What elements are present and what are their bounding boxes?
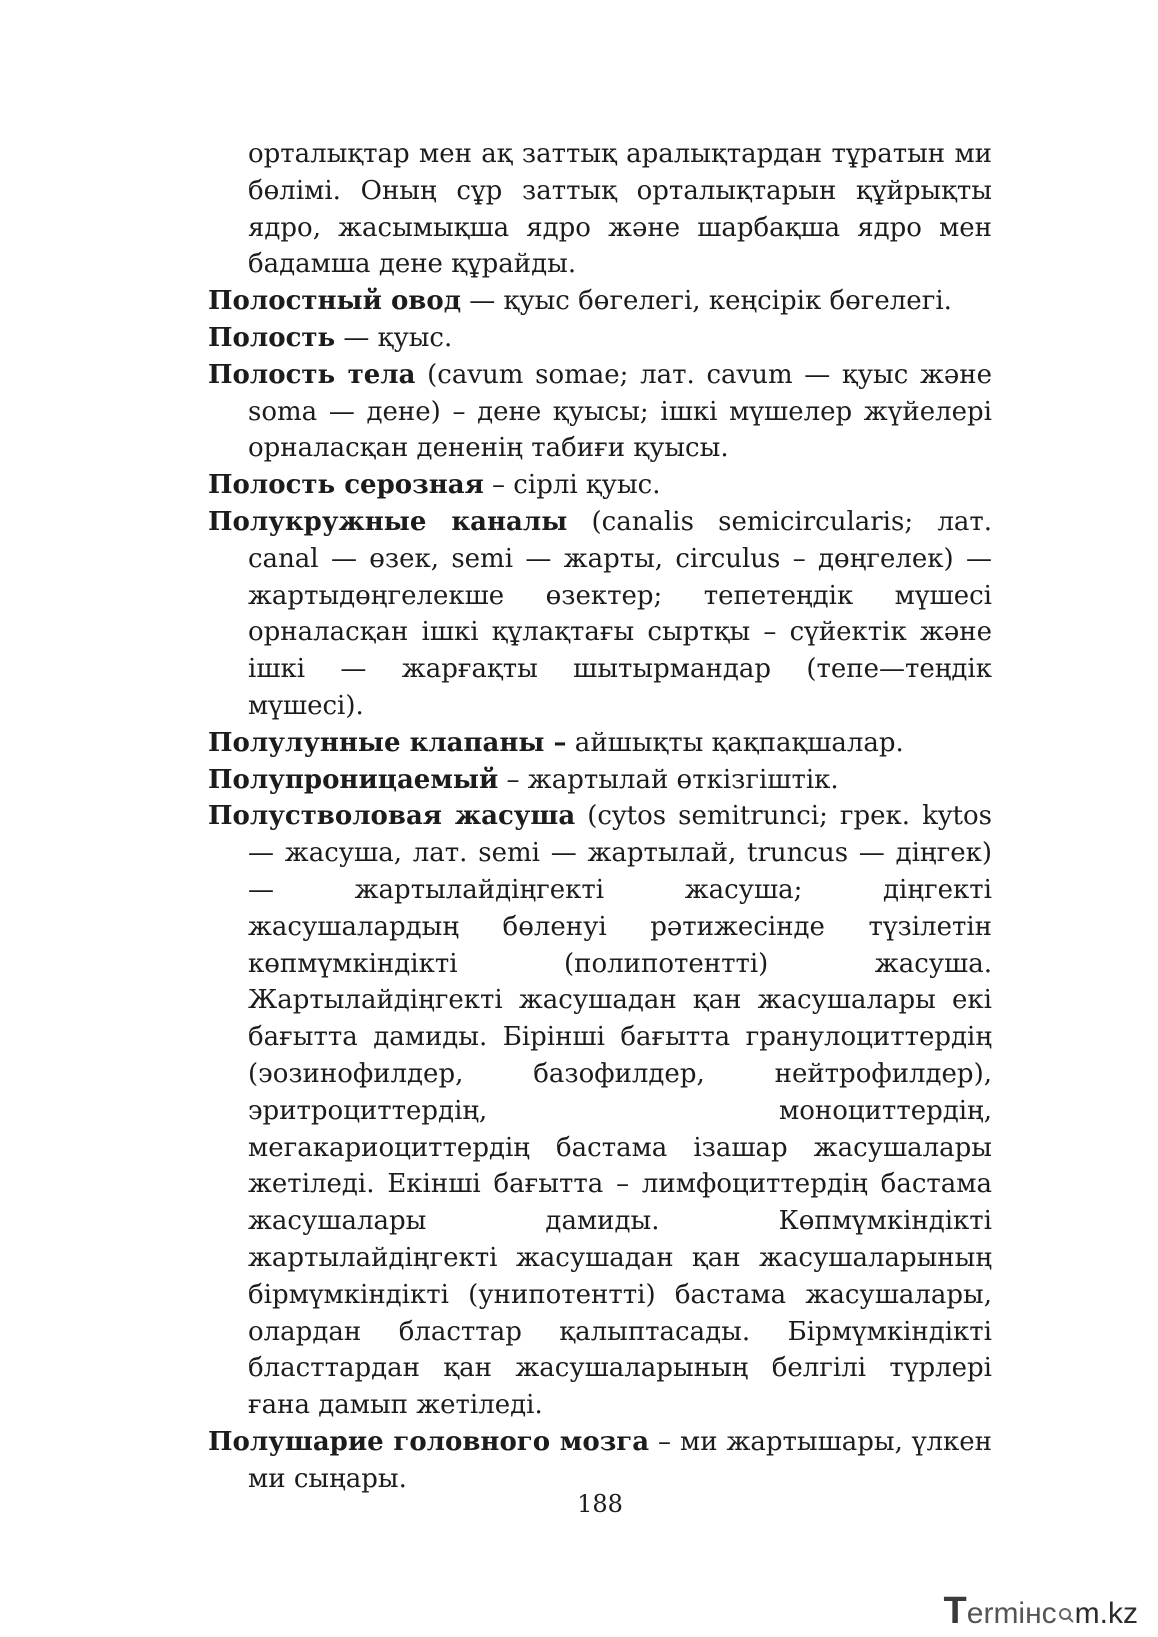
entry-term: Полость тела (208, 359, 416, 390)
entry-text: (canalis semicircularis; лат. canal — өзек, semi — жарты, circulus – дөңгелек) — жартыдөңгелекше өзектер; тепетеңдік мүшесі орналасқан ішкі құлақтағы сыртқы – сүйектік және ішкі — жарғақты шытырмандар (тепе—теңдік мүшесі). (248, 506, 992, 721)
dictionary-entry (208, 798, 992, 1424)
dictionary-entry (208, 1424, 992, 1498)
dictionary-entry (208, 504, 992, 725)
entry-text: орталықтар мен ақ заттық аралықтардан тұратын ми бөлімі. Оның сұр заттық орталықтарын құйрықты ядро, жасымықша ядро және шарбақша ядро мен бадамша дене құрайды. (248, 139, 992, 280)
entry-term: Полость (208, 322, 336, 353)
entry-text: — қуыс. (335, 322, 453, 353)
entry-term: Полушарие головного мозга (208, 1426, 650, 1457)
dictionary-entry (208, 320, 992, 357)
page-number: 188 (577, 1490, 623, 1518)
page-body (208, 136, 992, 1497)
entry-term: Полость серозная (208, 470, 484, 501)
watermark-middle: ermінc (966, 1597, 1057, 1630)
entry-term: Полулунные клапаны – (208, 727, 567, 758)
entry-term: Полупроницаемый (208, 764, 499, 795)
dictionary-entry (208, 725, 992, 762)
entry-text: – сірлі қуыс. (483, 470, 661, 501)
entry-text: айшықты қақпақшалар. (566, 727, 904, 758)
entry-text: (cytos semitrunci; грек. kytos — жасуша, лат. semi — жартылай, truncus — діңгек) — жартылайдіңгекті жасуша; діңгекті жасушалардың бөленуі рәтижесінде түзілетін көпмүмкіндікті (полипотентті) жасуша. Жартылайдіңгекті жасушадан қан жасушалары екі бағытта дамиды. Бірінші бағытта гранулоциттердің (эозинофилдер, базофилдер, нейтрофилдер), эритроциттердің, моноциттердің, мегакариоциттердің бастама ізашар жасушалары жетіледі. Екінші бағытта – лимфоциттердің бастама жасушалары дамиды. Көпмүмкіндікті жартылайдіңгекті жасушадан қан жасушаларының бірмүмкіндікті (унипотентті) бастама жасушалары, олардан бласттар қалыптасады. Бірмүмкіндікті бласттардан қан жасушаларының белгілі түрлері ғана дамып жетіледі. (248, 801, 992, 1421)
entry-continuation (208, 136, 992, 283)
dictionary-entry (208, 357, 992, 467)
entry-text: (cavum somae; лат. cavum — қуыс және soma — дене) – дене қуысы; ішкі мүшелер жүйелері орналасқан дененің табиғи қуысы. (248, 359, 992, 464)
entry-text: — қуыс бөгелегі, кеңсірік бөгелегі. (461, 286, 952, 317)
entry-text: – ми жартышары, үлкен ми сыңары. (248, 1426, 992, 1494)
magnifier-icon (1058, 1597, 1074, 1613)
watermark-initial: T (943, 1590, 967, 1632)
dictionary-entry (208, 467, 992, 504)
entry-term: Полостный овод (208, 286, 462, 317)
entry-term: Полустволовая жасуша (208, 801, 576, 832)
entry-text: – жартылай өткізгіштік. (498, 764, 839, 795)
entry-term: Полукружные каналы (208, 506, 568, 537)
site-watermark (944, 1590, 1138, 1633)
watermark-domain: m.kz (1074, 1597, 1138, 1630)
dictionary-entry (208, 762, 992, 799)
dictionary-entry (208, 283, 992, 320)
